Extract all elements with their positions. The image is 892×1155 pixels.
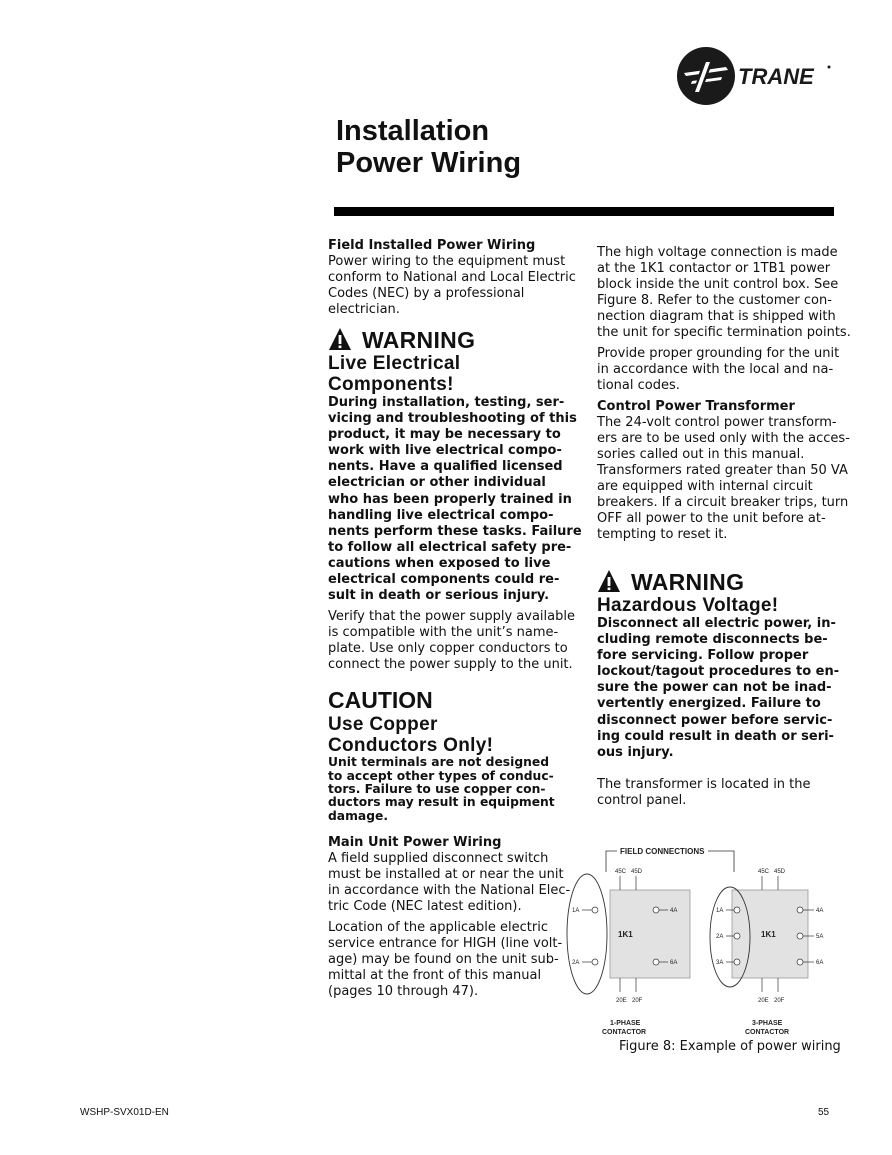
title-line-2: Power Wiring <box>336 147 522 179</box>
main-unit-heading: Main Unit Power Wiring <box>328 835 502 851</box>
location-text: Location of the applicable electric service entrance for HIGH (line volt- age) may be found on the unit sub- mittal at the front of this manual (pages 10 through 47). <box>328 920 563 1000</box>
right-column <box>597 245 851 814</box>
svg-text:1-PHASE: 1-PHASE <box>610 1020 641 1027</box>
svg-text:20E: 20E <box>616 998 627 1004</box>
power-wiring-figure <box>562 842 837 1040</box>
warning-2-body: Disconnect all electric power, in- cluding remote disconnects be- fore servicing. Follow proper lockout/tagout procedures to en- sure the power can not be inad- vertently energized. Failure to disconnect power before servic- ing could result in death or seri- ous injury. <box>597 616 840 760</box>
warning-1-subtitle: Live Electrical Components! <box>328 353 461 395</box>
svg-text:6A: 6A <box>670 960 678 966</box>
field-connection-ellipse-left <box>567 874 607 994</box>
warning-triangle-icon <box>328 327 352 351</box>
main-unit-text: A field supplied disconnect switch must be installed at or near the unit in accordance with the National Elec- tric Code (NEC latest edition). <box>328 851 571 915</box>
svg-text:4A: 4A <box>670 908 678 914</box>
warning-2-subtitle: Hazardous Voltage! <box>597 595 779 616</box>
svg-text:45D: 45D <box>774 869 786 875</box>
caution-subtitle: Use Copper Conductors Only! <box>328 714 494 757</box>
grounding-text: Provide proper grounding for the unit in accordance with the local and na- tional codes. <box>597 346 840 393</box>
field-connections-label: FIELD CONNECTIONS <box>620 847 705 856</box>
high-voltage-text: The high voltage connection is made at the 1K1 contactor or 1TB1 power block inside the unit control box. See Figure 8. Refer to the customer con- nection diagram that is shipped with the unit for specific termination points. <box>597 245 851 340</box>
title-line-1: Installation <box>336 115 490 147</box>
svg-text:1A: 1A <box>716 908 724 914</box>
page-title <box>336 115 521 179</box>
svg-text:1K1: 1K1 <box>618 930 633 939</box>
svg-text:3A: 3A <box>716 960 724 966</box>
caution-label: CAUTION <box>328 687 433 714</box>
svg-text:CONTACTOR: CONTACTOR <box>745 1029 790 1036</box>
svg-text:20F: 20F <box>632 998 643 1004</box>
warning-1-header <box>328 323 566 353</box>
brand-wordmark: TRANE <box>738 64 814 89</box>
svg-text:1A: 1A <box>572 908 580 914</box>
caution-body: Unit terminals are not designed to accept other types of conduc- tors. Failure to use copper con- ductors may result in equipment damage. <box>328 755 555 823</box>
trane-logo <box>670 46 840 106</box>
svg-text:20E: 20E <box>758 998 769 1004</box>
cpt-text: The 24-volt control power transform- ers are to be used only with the acces- sories called out in this manual. Transformers rated greater than 50 VA are equipped with internal circuit breakers. If a circuit breaker trips, turn OFF all power to the unit before at- tempting to reset it. <box>597 415 850 542</box>
field-installed-text: Power wiring to the equipment must conform to National and Local Electric Codes (NEC) by a professional electrician. <box>328 254 576 317</box>
cpt-heading: Control Power Transformer <box>597 399 795 414</box>
warning-1-label: WARNING <box>362 327 476 353</box>
svg-text:4A: 4A <box>816 908 824 914</box>
warning-triangle-icon <box>597 569 621 593</box>
warning-2-label: WARNING <box>631 569 745 595</box>
verify-power-text: Verify that the power supply available is compatible with the unit’s name- plate. Use only copper conductors to connect the power supply to the unit. <box>328 609 575 673</box>
svg-text:5A: 5A <box>816 934 824 940</box>
title-rule <box>334 207 834 216</box>
page-number: 55 <box>818 1107 830 1118</box>
svg-text:45C: 45C <box>758 869 770 875</box>
svg-text:3-PHASE: 3-PHASE <box>752 1020 783 1027</box>
svg-text:20F: 20F <box>774 998 785 1004</box>
warning-1-body: During installation, testing, ser- vicing and troubleshooting of this product, it may be necessary to work with live electrical compo- nents. Have a qualified licensed electrician or other individual who has been properly trained in handling live electrical compo- nents perform these tasks. Failure to follow all electrical safety pre- cautions when exposed to live electrical components could re- sult in death or serious injury. <box>328 395 582 604</box>
field-installed-heading: Field Installed Power Wiring <box>328 238 536 253</box>
document-id: WSHP-SVX01D-EN <box>80 1107 169 1118</box>
transformer-location-text: The transformer is located in the control panel. <box>597 776 811 808</box>
figure-caption: Figure 8: Example of power wiring <box>619 1039 841 1054</box>
svg-text:45D: 45D <box>631 869 643 875</box>
svg-text:1K1: 1K1 <box>761 930 776 939</box>
svg-text:2A: 2A <box>716 934 724 940</box>
svg-text:2A: 2A <box>572 960 580 966</box>
svg-text:6A: 6A <box>816 960 824 966</box>
svg-text:CONTACTOR: CONTACTOR <box>602 1029 647 1036</box>
warning-2-header <box>597 565 837 595</box>
svg-text:45C: 45C <box>615 869 627 875</box>
